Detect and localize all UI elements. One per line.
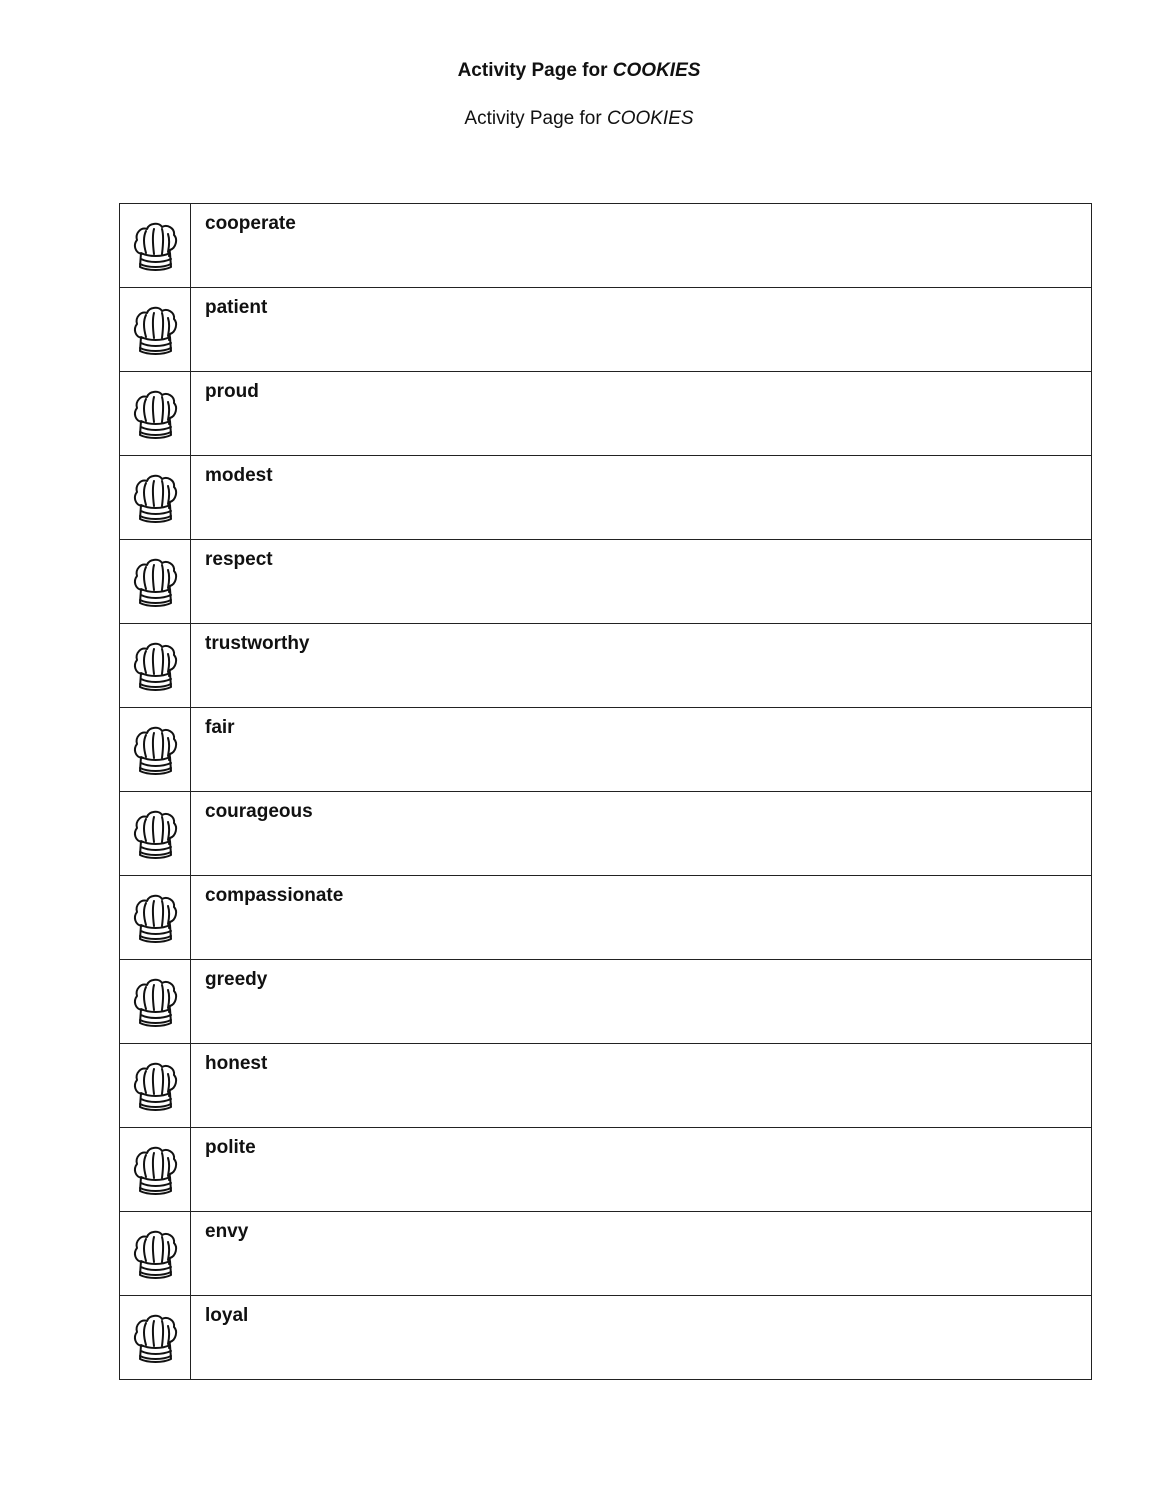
word-label: respect: [205, 549, 273, 570]
word-label: patient: [205, 297, 268, 318]
vocabulary-table: [119, 203, 1092, 1380]
word-cell: [191, 1212, 1092, 1296]
word-label: fair: [205, 717, 235, 738]
chef-hat-icon: [120, 892, 190, 944]
word-cell: [191, 1296, 1092, 1380]
chef-hat-icon: [120, 976, 190, 1028]
word-cell: [191, 204, 1092, 288]
icon-cell: [120, 288, 191, 372]
chef-hat-icon: [120, 472, 190, 524]
word-cell: [191, 372, 1092, 456]
icon-cell: [120, 792, 191, 876]
chef-hat-icon: [120, 1228, 190, 1280]
word-label: cooperate: [205, 213, 296, 234]
table-row: [120, 540, 1092, 624]
chef-hat-icon: [120, 724, 190, 776]
chef-hat-icon: [120, 1312, 190, 1364]
icon-cell: [120, 708, 191, 792]
word-cell: [191, 960, 1092, 1044]
word-label: courageous: [205, 801, 313, 822]
table-row: [120, 708, 1092, 792]
word-label: compassionate: [205, 885, 344, 906]
table-row: [120, 1128, 1092, 1212]
word-cell: [191, 1044, 1092, 1128]
table-row: [120, 624, 1092, 708]
word-label: modest: [205, 465, 273, 486]
word-cell: [191, 288, 1092, 372]
page-title-emphasis: COOKIES: [612, 60, 701, 81]
table-row: [120, 792, 1092, 876]
chef-hat-icon: [120, 808, 190, 860]
chef-hat-icon: [120, 640, 190, 692]
table-row: [120, 1296, 1092, 1380]
table-row: [120, 1212, 1092, 1296]
page-title-prefix: Activity Page for: [457, 60, 613, 81]
word-cell: [191, 540, 1092, 624]
word-label: honest: [205, 1053, 268, 1074]
icon-cell: [120, 876, 191, 960]
icon-cell: [120, 1212, 191, 1296]
chef-hat-icon: [120, 220, 190, 272]
word-label: greedy: [205, 969, 268, 990]
word-cell: [191, 624, 1092, 708]
chef-hat-icon: [120, 1060, 190, 1112]
icon-cell: [120, 1044, 191, 1128]
word-label: polite: [205, 1137, 256, 1158]
page-title: [0, 58, 1158, 84]
icon-cell: [120, 372, 191, 456]
page-subtitle-prefix: Activity Page for: [464, 108, 607, 129]
table-row: [120, 456, 1092, 540]
word-label: envy: [205, 1221, 249, 1242]
icon-cell: [120, 204, 191, 288]
table-row: [120, 372, 1092, 456]
table-row: [120, 288, 1092, 372]
chef-hat-icon: [120, 556, 190, 608]
word-label: proud: [205, 381, 259, 402]
table-row: [120, 960, 1092, 1044]
word-label: trustworthy: [205, 633, 310, 654]
icon-cell: [120, 456, 191, 540]
page-subtitle-emphasis: COOKIES: [606, 108, 694, 129]
icon-cell: [120, 1128, 191, 1212]
icon-cell: [120, 960, 191, 1044]
table-row: [120, 1044, 1092, 1128]
word-label: loyal: [205, 1305, 249, 1326]
word-cell: [191, 1128, 1092, 1212]
chef-hat-icon: [120, 1144, 190, 1196]
table-row: [120, 876, 1092, 960]
icon-cell: [120, 540, 191, 624]
word-cell: [191, 456, 1092, 540]
chef-hat-icon: [120, 304, 190, 356]
word-cell: [191, 792, 1092, 876]
word-cell: [191, 708, 1092, 792]
word-cell: [191, 876, 1092, 960]
icon-cell: [120, 624, 191, 708]
icon-cell: [120, 1296, 191, 1380]
table-row: [120, 204, 1092, 288]
vocabulary-table-body: [120, 204, 1092, 1380]
page-subtitle: [0, 106, 1158, 132]
chef-hat-icon: [120, 388, 190, 440]
